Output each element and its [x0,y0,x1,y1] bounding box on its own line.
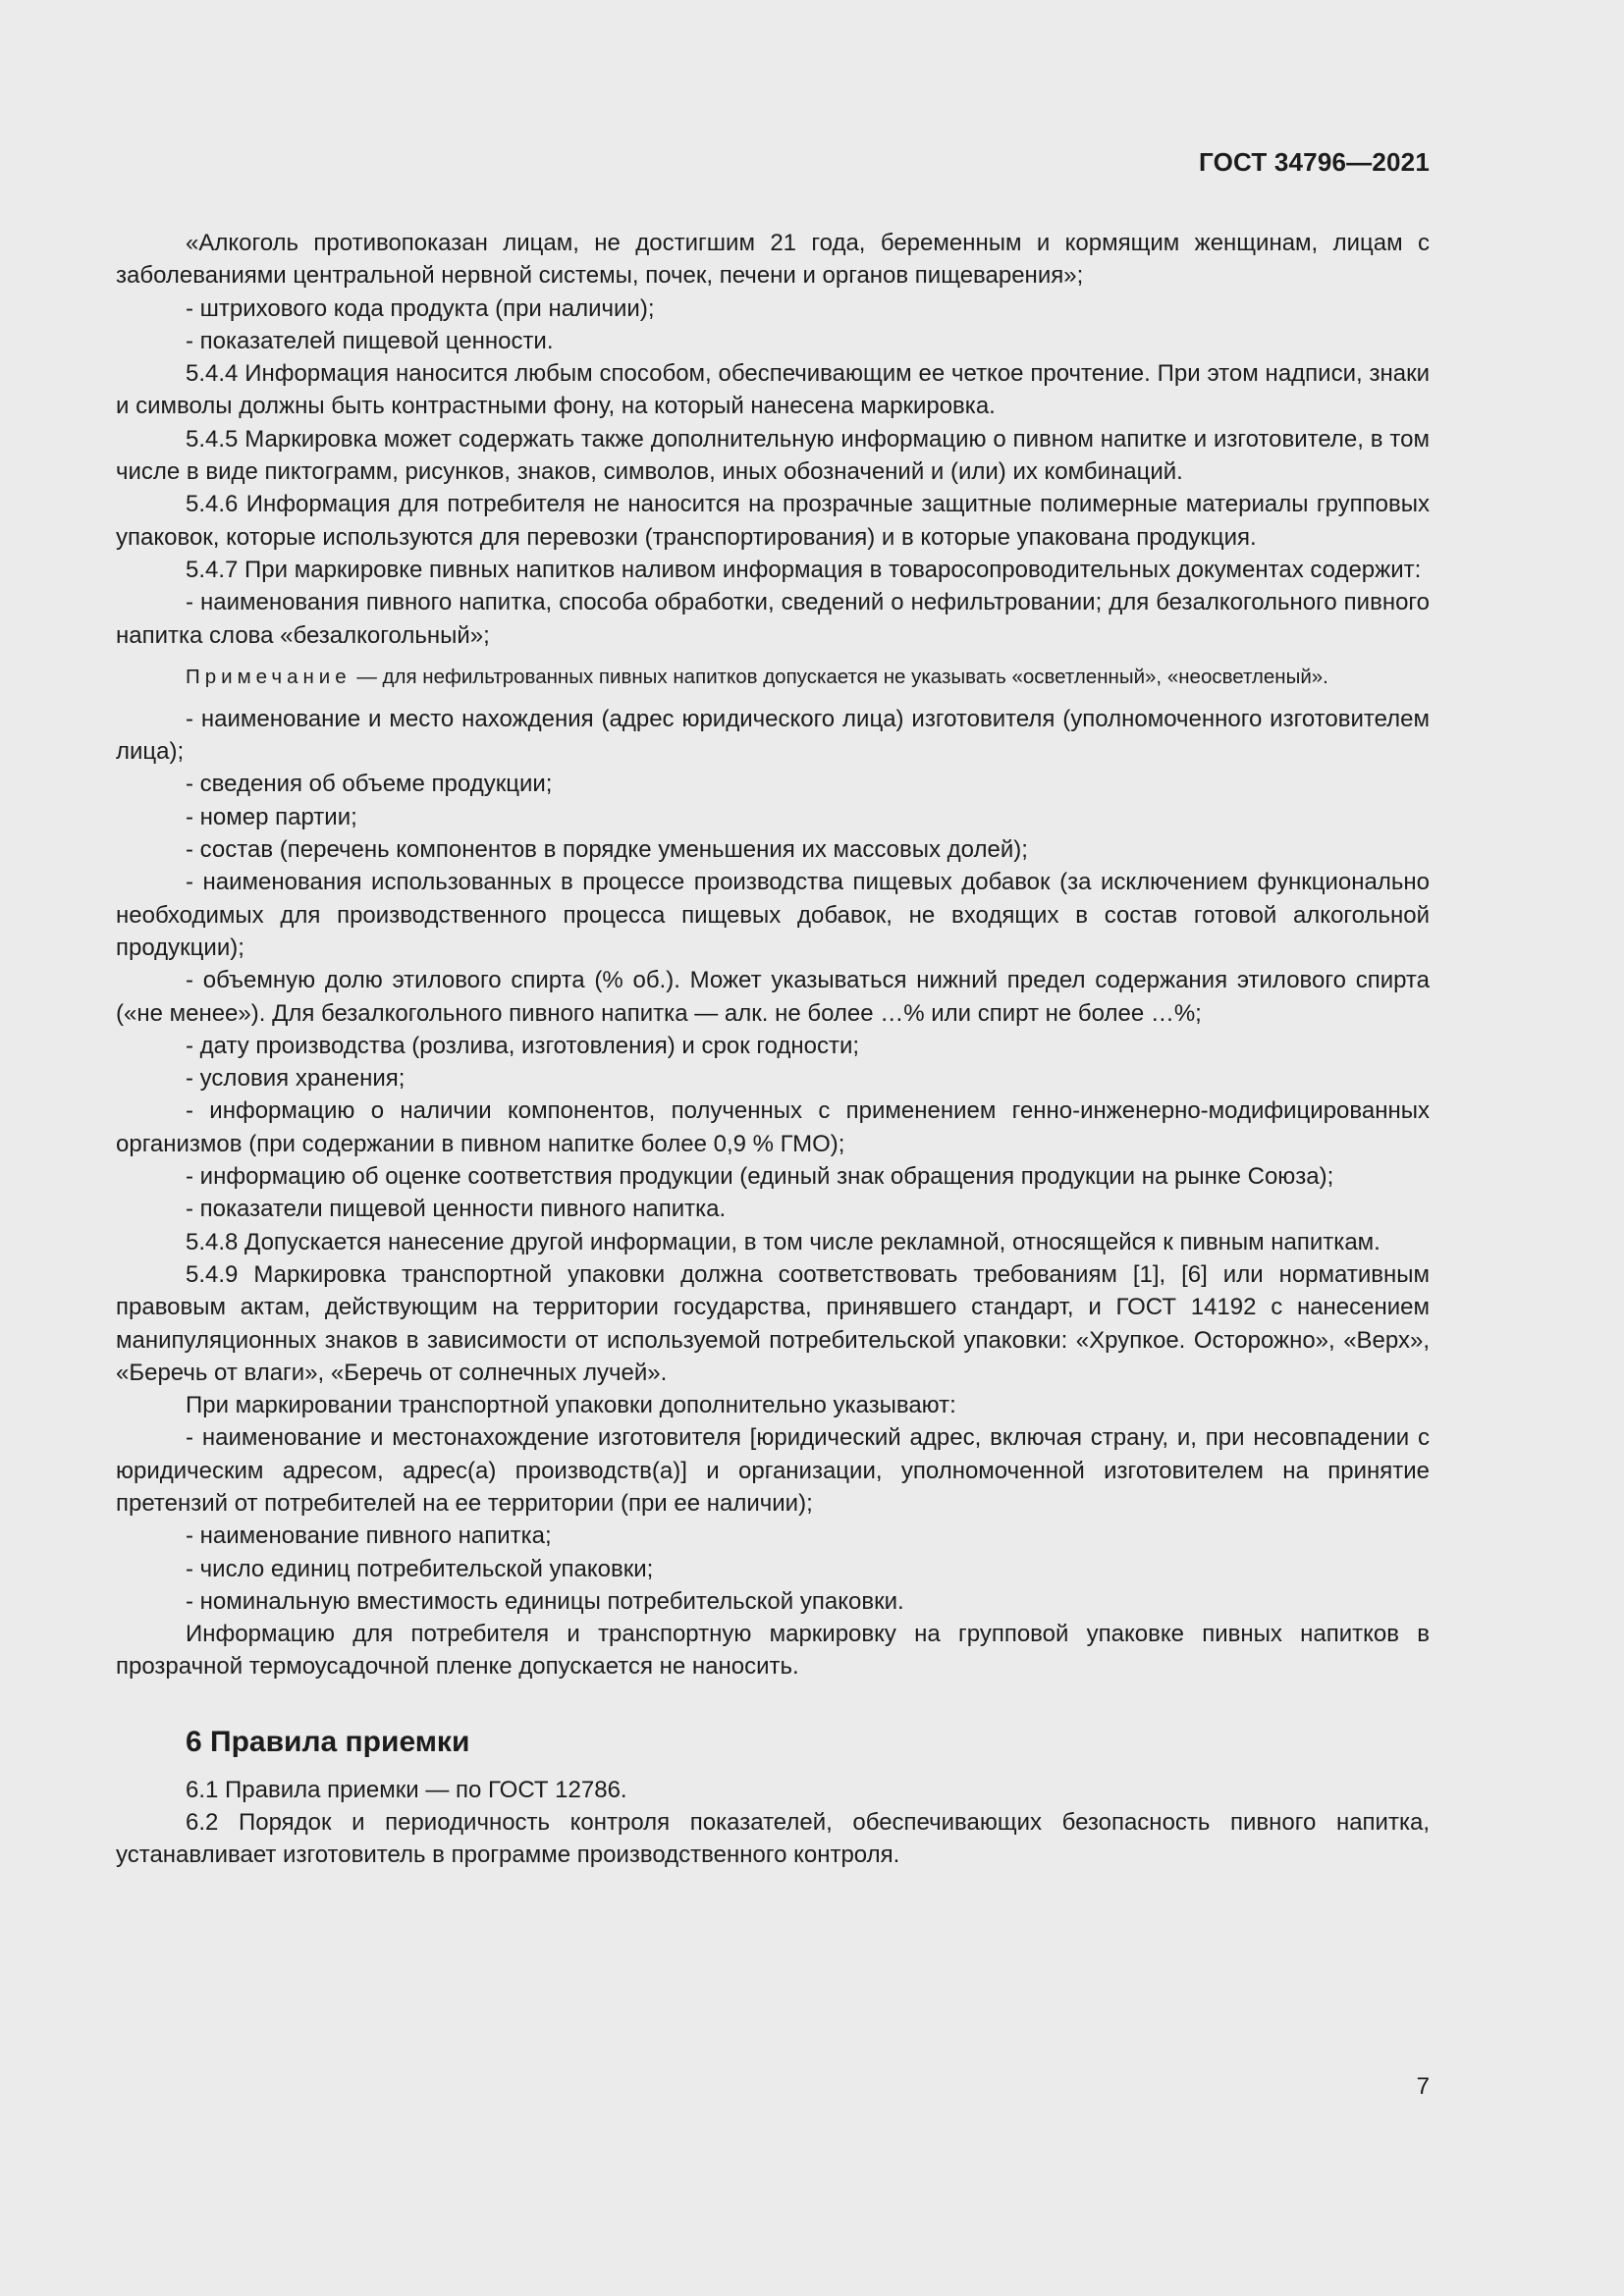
note-label: Примечание [186,665,352,688]
list-item-transport-manufacturer: - наименование и местонахождение изготовителя [юридический адрес, включая страну, и, при несовпадении с юридическим адресом, адрес(а) производств(а)] и организации, уполномоченной изготовителем на принятие претензий от потребителей на ее территории (при ее наличии); [116,1424,1430,1517]
list-item-storage: - условия хранения; [186,1065,406,1093]
paragraph-shrink-film: Информацию для потребителя и транспортную маркировку на групповой упаковке пивных напитков в прозрачной термоусадочной пленке допускается не наносить. [116,1621,1430,1681]
page-content [116,227,1430,1872]
list-item-package-count: - число единиц потребительской упаковки; [186,1555,654,1582]
clause-5-4-8: 5.4.8 Допускается нанесение другой информации, в том числе рекламной, относящейся к пивным напиткам. [186,1228,1380,1255]
clause-5-4-5: 5.4.5 Маркировка может содержать также дополнительную информацию о пивном напитке и изготовителе, в том числе в виде пиктограмм, рисунков, знаков, символов, иных обозначений и (или) их комбинаций. [116,425,1430,486]
list-item-nutrition-value: - показатели пищевой ценности пивного напитка. [186,1196,727,1223]
note-text: — для нефильтрованных пивных напитков допускается не указывать «осветленный», «неосветленый». [351,665,1328,688]
list-item-barcode: - штрихового кода продукта (при наличии); [186,294,655,322]
clause-6-1: 6.1 Правила приемки — по ГОСТ 12786. [186,1776,627,1803]
list-item-conformity: - информацию об оценке соответствия продукции (единый знак обращения продукции на рынке Союза); [186,1163,1334,1191]
list-item-composition: - состав (перечень компонентов в порядке уменьшения их массовых долей); [186,836,1028,864]
list-item-beverage-name: - наименования пивного напитка, способа обработки, сведений о нефильтровании; для безалкогольного пивного напитка слова «безалкогольный»; [116,589,1430,649]
clause-5-4-7: 5.4.7 При маркировке пивных напитков наливом информация в товаросопроводительных документах содержит: [186,556,1422,583]
clause-6-2: 6.2 Порядок и периодичность контроля показателей, обеспечивающих безопасность пивного напитка, устанавливает изготовитель в программе производственного контроля. [116,1809,1430,1869]
list-item-manufacturer: - наименование и место нахождения (адрес юридического лица) изготовителя (уполномоченного изготовителем лица); [116,705,1430,766]
document-header-standard-number: ГОСТ 34796—2021 [1199,147,1430,177]
list-item-alcohol-content: - объемную долю этилового спирта (% об.). Может указываться нижний предел содержания этилового спирта («не менее»). Для безалкогольного пивного напитка — алк. не более …% или спирт не более …%; [116,967,1430,1027]
section-6-heading: 6 Правила приемки [186,1725,470,1758]
list-item-production-date: - дату производства (розлива, изготовления) и срок годности; [186,1032,860,1059]
clause-5-4-6: 5.4.6 Информация для потребителя не наносится на прозрачные защитные полимерные материалы групповых упаковок, которые используются для перевозки (транспортирования) и в которые упакована продукция. [116,491,1430,551]
list-item-nominal-capacity: - номинальную вместимость единицы потребительской упаковки. [186,1587,904,1615]
list-item-gmo: - информацию о наличии компонентов, полученных с применением генно-инженерно-модифицированных организмов (при содержании в пивном напитке более 0,9 % ГМО); [116,1097,1430,1157]
list-item-volume: - сведения об объеме продукции; [186,771,553,798]
page-number: 7 [1416,2073,1430,2100]
list-item-nutrition: - показателей пищевой ценности. [186,327,554,354]
clause-5-4-4: 5.4.4 Информация наносится любым способом, обеспечивающим ее четкое прочтение. При этом надписи, знаки и символы должны быть контрастными фону, на который нанесена маркировка. [116,360,1430,420]
list-item-transport-beverage-name: - наименование пивного напитка; [186,1522,552,1550]
note [116,664,1430,690]
list-item-batch: - номер партии; [186,803,357,830]
clause-5-4-9: 5.4.9 Маркировка транспортной упаковки должна соответствовать требованиям [1], [6] или нормативным правовым актам, действующим на территории государства, принявшего стандарт, и ГОСТ 14192 с нанесением манипуляционных знаков в зависимости от используемой потребительской упаковки: «Хрупкое. Осторожно», «Верх», «Беречь от влаги», «Беречь от солнечных лучей». [116,1260,1430,1386]
transport-marking-intro: При маркировании транспортной упаковки дополнительно указывают: [186,1392,956,1419]
list-item-additives: - наименования использованных в процессе производства пищевых добавок (за исключением функционально необходимых для производственного процесса пищевых добавок, не входящих в состав готовой алкогольной продукции); [116,869,1430,961]
paragraph-warning-text: «Алкоголь противопоказан лицам, не достигшим 21 года, беременным и кормящим женщинам, лицам с заболеваниями центральной нервной системы, почек, печени и органов пищеварения»; [116,230,1430,290]
